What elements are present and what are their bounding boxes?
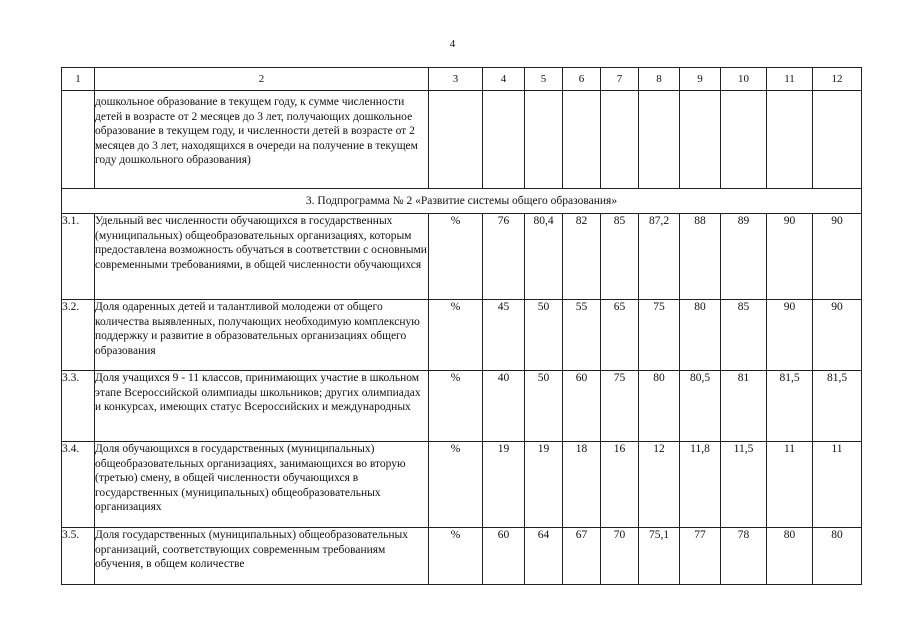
row-value: 60 — [483, 528, 525, 585]
header-cell: 9 — [680, 68, 721, 91]
row-number: 3.3. — [62, 371, 95, 442]
header-cell: 11 — [767, 68, 813, 91]
row-value: 80 — [813, 528, 862, 585]
row-value: 55 — [563, 300, 601, 371]
value-cell — [525, 91, 563, 189]
row-text: Доля государственных (муниципальных) общеобразовательных организаций, соответствующих современным требованиям обучения, в общем количестве — [95, 528, 429, 585]
value-cell — [813, 91, 862, 189]
row-value: 90 — [767, 300, 813, 371]
header-cell: 6 — [563, 68, 601, 91]
value-cell — [429, 91, 483, 189]
row-value: 80,5 — [680, 371, 721, 442]
row-value: 75 — [601, 371, 639, 442]
header-cell: 12 — [813, 68, 862, 91]
row-value: 70 — [601, 528, 639, 585]
table-row — [62, 214, 862, 300]
row-value: 80 — [639, 371, 680, 442]
row-value: 19 — [525, 442, 563, 528]
row-value: 80,4 — [525, 214, 563, 300]
row-value: 45 — [483, 300, 525, 371]
row-value: 60 — [563, 371, 601, 442]
value-cell — [601, 91, 639, 189]
row-value: 85 — [721, 300, 767, 371]
row-text: Доля одаренных детей и талантливой молодежи от общего количества выявленных, получающих необходимую комплексную поддержку и развитие в образовательных организациях общего образования — [95, 300, 429, 371]
row-value: 18 — [563, 442, 601, 528]
row-value: 90 — [813, 214, 862, 300]
page-number: 4 — [449, 38, 456, 50]
value-cell — [767, 91, 813, 189]
row-unit: % — [429, 528, 483, 585]
row-value: 87,2 — [639, 214, 680, 300]
row-text: Доля учащихся 9 - 11 классов, принимающих участие в школьном этапе Всероссийской олимпиады школьников; других олимпиадах и конкурсах, имеющих статус Всероссийских и международных — [95, 371, 429, 442]
table-row — [62, 442, 862, 528]
row-text: Удельный вес численности обучающихся в государственных (муниципальных) общеобразовательных организациях, которым предоставлена возможность обучаться в соответствии с основными современными требованиями, в общей численности обучающихся — [95, 214, 429, 300]
row-unit: % — [429, 214, 483, 300]
table-row — [62, 528, 862, 585]
section-row — [62, 189, 862, 214]
row-value: 11,5 — [721, 442, 767, 528]
num-cell — [62, 91, 95, 189]
row-value: 19 — [483, 442, 525, 528]
header-cell: 7 — [601, 68, 639, 91]
header-cell: 3 — [429, 68, 483, 91]
table-row — [62, 371, 862, 442]
table-row — [62, 300, 862, 371]
row-number: 3.2. — [62, 300, 95, 371]
continuation-row — [62, 91, 862, 189]
row-number: 3.5. — [62, 528, 95, 585]
value-cell — [639, 91, 680, 189]
header-cell: 4 — [483, 68, 525, 91]
row-value: 90 — [767, 214, 813, 300]
section-title: 3. Подпрограмма № 2 «Развитие системы общего образования» — [62, 189, 862, 214]
row-value: 89 — [721, 214, 767, 300]
row-unit: % — [429, 442, 483, 528]
row-value: 16 — [601, 442, 639, 528]
row-value: 12 — [639, 442, 680, 528]
header-cell: 8 — [639, 68, 680, 91]
row-text: Доля обучающихся в государственных (муниципальных) общеобразовательных организациях, занимающихся во вторую (третью) смену, в общей численности обучающихся в государственных (муниципальных) общеобразовательных организациях — [95, 442, 429, 528]
row-value: 40 — [483, 371, 525, 442]
row-value: 88 — [680, 214, 721, 300]
value-cell — [563, 91, 601, 189]
row-value: 11 — [767, 442, 813, 528]
row-value: 75 — [639, 300, 680, 371]
value-cell — [721, 91, 767, 189]
row-value: 50 — [525, 371, 563, 442]
row-number: 3.4. — [62, 442, 95, 528]
row-value: 81 — [721, 371, 767, 442]
row-value: 82 — [563, 214, 601, 300]
row-value: 78 — [721, 528, 767, 585]
header-cell: 1 — [62, 68, 95, 91]
value-cell — [483, 91, 525, 189]
row-number: 3.1. — [62, 214, 95, 300]
header-row — [62, 68, 862, 91]
row-value: 11 — [813, 442, 862, 528]
value-cell — [680, 91, 721, 189]
row-value: 77 — [680, 528, 721, 585]
row-value: 85 — [601, 214, 639, 300]
row-value: 67 — [563, 528, 601, 585]
continuation-text: дошкольное образование в текущем году, к сумме численности детей в возрасте от 2 месяцев до 3 лет, получающих дошкольное образование в текущем году, и численности детей в возрасте от 2 месяцев до 3 лет, находящихся в очереди на получение в текущем году дошкольного образования) — [95, 91, 429, 189]
row-value: 11,8 — [680, 442, 721, 528]
header-cell: 10 — [721, 68, 767, 91]
header-cell: 5 — [525, 68, 563, 91]
row-value: 64 — [525, 528, 563, 585]
row-unit: % — [429, 300, 483, 371]
row-unit: % — [429, 371, 483, 442]
row-value: 80 — [680, 300, 721, 371]
row-value: 50 — [525, 300, 563, 371]
indicators-table — [61, 67, 862, 585]
row-value: 81,5 — [813, 371, 862, 442]
row-value: 90 — [813, 300, 862, 371]
row-value: 81,5 — [767, 371, 813, 442]
row-value: 80 — [767, 528, 813, 585]
header-cell: 2 — [95, 68, 429, 91]
row-value: 76 — [483, 214, 525, 300]
row-value: 65 — [601, 300, 639, 371]
row-value: 75,1 — [639, 528, 680, 585]
